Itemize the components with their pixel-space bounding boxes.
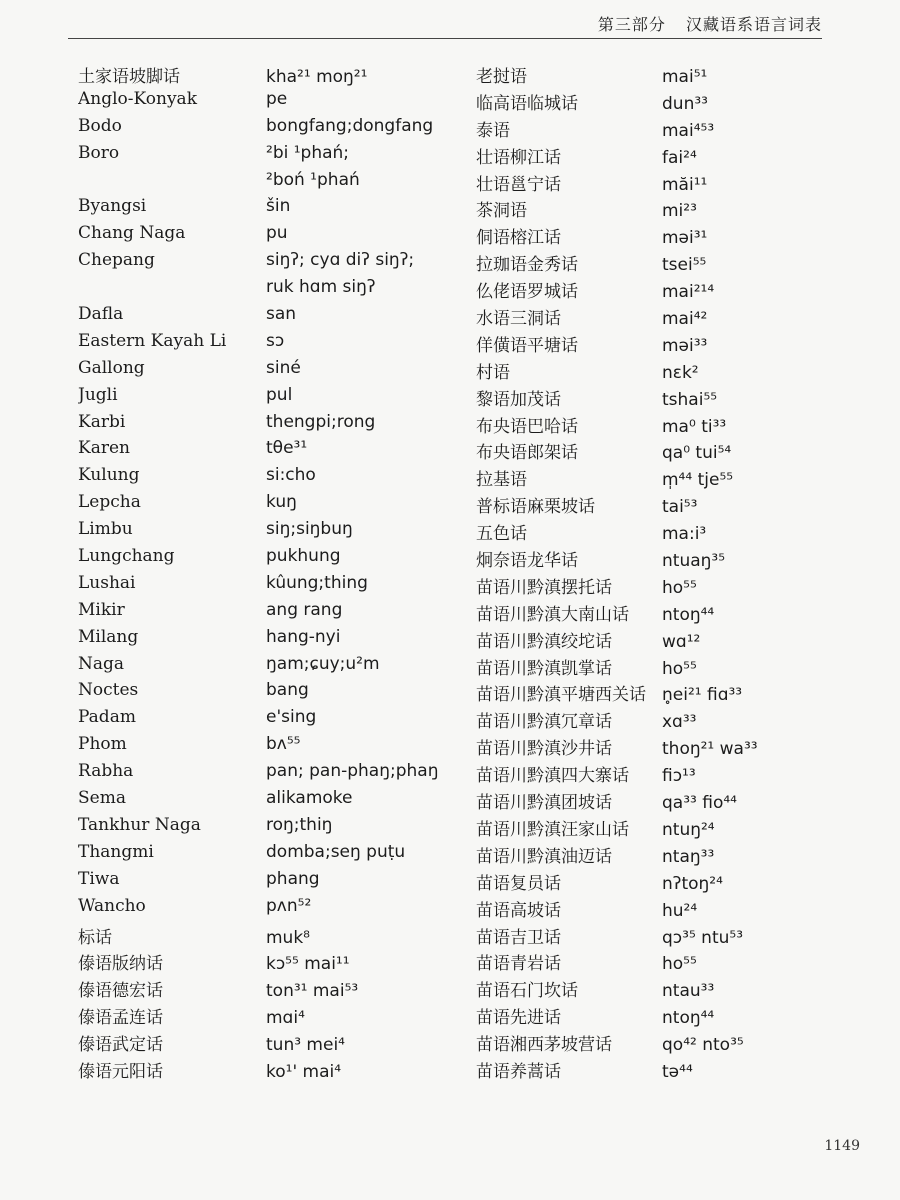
word-form: mai²¹⁴ <box>662 282 715 303</box>
word-form: ruk hɑm siŋʔ <box>266 277 376 298</box>
language-name: 佯僙语平塘话 <box>476 335 578 356</box>
word-form: san <box>266 304 297 325</box>
word-form: hu²⁴ <box>662 900 698 921</box>
entry-row <box>476 815 876 842</box>
entry-row <box>78 896 478 923</box>
page-number: 1149 <box>824 1138 860 1154</box>
language-name: 苗语吉卫话 <box>476 927 561 948</box>
word-form: mai⁴² <box>662 309 708 330</box>
language-name: 壮语柳江话 <box>476 147 561 168</box>
entry-row <box>476 788 876 815</box>
entry-row <box>78 438 478 465</box>
language-name: 仫佬语罗城话 <box>476 282 578 303</box>
word-form: tθe³¹ <box>266 438 308 459</box>
language-name: 泰语 <box>476 120 510 141</box>
word-form: siné <box>266 357 301 378</box>
entry-row <box>476 438 876 465</box>
entry-row <box>476 519 876 546</box>
entry-row <box>78 815 478 842</box>
word-form: mai⁴⁵³ <box>662 120 715 141</box>
word-form: e'sing <box>266 707 317 728</box>
entry-row <box>476 707 876 734</box>
language-name: Chepang <box>78 250 155 271</box>
word-form: pul <box>266 384 293 405</box>
word-form: nɛk² <box>662 362 699 383</box>
word-form: ntoŋ⁴⁴ <box>662 1008 715 1029</box>
language-name: 苗语先进话 <box>476 1008 561 1029</box>
entry-row <box>78 331 478 358</box>
entry-row <box>476 196 876 223</box>
language-name: 茶洞语 <box>476 201 527 222</box>
header-title: 汉藏语系语言词表 <box>685 15 822 34</box>
entry-row <box>476 761 876 788</box>
word-form: ŋam;ɕuy;u²m <box>266 653 380 674</box>
header-part: 第三部分 <box>597 15 666 34</box>
language-name: 苗语川黔滇团坡话 <box>476 793 612 814</box>
entry-row <box>78 923 478 950</box>
entry-row <box>476 573 876 600</box>
word-form: ²bi ¹phań; <box>266 142 350 163</box>
entry-row <box>78 600 478 627</box>
language-name: 布央语郎架话 <box>476 443 578 464</box>
entry-row <box>476 143 876 170</box>
language-name: 炯奈语龙华话 <box>476 551 578 572</box>
entry-row <box>78 949 478 976</box>
language-name: 苗语川黔滇汪家山话 <box>476 819 629 840</box>
language-name: Karen <box>78 438 130 459</box>
entry-row <box>78 492 478 519</box>
entry-row <box>476 358 876 385</box>
entry-row <box>78 62 478 89</box>
entry-row <box>78 761 478 788</box>
word-form: nʔtoŋ²⁴ <box>662 873 723 894</box>
right-column <box>476 62 876 1084</box>
entry-row <box>78 143 478 170</box>
language-name: 苗语川黔滇油迈话 <box>476 846 612 867</box>
word-form: roŋ;thiŋ <box>266 814 333 835</box>
entry-row <box>476 385 876 412</box>
language-name: 苗语川黔滇四大寨话 <box>476 766 629 787</box>
entry-row <box>78 304 478 331</box>
language-name: 傣语版纳话 <box>78 954 163 975</box>
entry-row <box>476 170 876 197</box>
word-form: kɔ⁵⁵ mai¹¹ <box>266 954 350 975</box>
entry-row <box>78 734 478 761</box>
entry-row <box>476 869 876 896</box>
language-name: 布央语巴哈话 <box>476 416 578 437</box>
word-form: ntuŋ²⁴ <box>662 819 715 840</box>
language-name: 标话 <box>78 927 112 948</box>
language-name: 苗语青岩话 <box>476 954 561 975</box>
language-name: Kulung <box>78 465 140 486</box>
word-form: bʌ⁵⁵ <box>266 734 301 755</box>
language-name: Limbu <box>78 519 133 540</box>
entry-row <box>476 896 876 923</box>
language-name: 苗语高坡话 <box>476 900 561 921</box>
entry-row <box>476 734 876 761</box>
entry-row <box>476 1003 876 1030</box>
language-name: 傣语元阳话 <box>78 1061 163 1082</box>
language-name: Bodo <box>78 115 122 136</box>
entry-row <box>78 627 478 654</box>
entry-row <box>78 1057 478 1084</box>
entry-row <box>78 358 478 385</box>
language-name: 黎语加茂话 <box>476 389 561 410</box>
word-form: alikamoke <box>266 788 353 809</box>
word-form: tshai⁵⁵ <box>662 389 718 410</box>
language-name: 拉基语 <box>476 470 527 491</box>
entry-row <box>476 949 876 976</box>
language-name: 土家语坡脚话 <box>78 67 180 87</box>
language-name: 水语三洞话 <box>476 309 561 330</box>
entry-row <box>476 250 876 277</box>
entry-row <box>78 196 478 223</box>
word-form: məi³³ <box>662 335 708 356</box>
entry-row <box>78 412 478 439</box>
word-form: mɑi⁴ <box>266 1008 305 1029</box>
language-name: 村语 <box>476 362 510 383</box>
language-name: Byangsi <box>78 196 147 217</box>
entry-row <box>78 89 478 116</box>
word-form: ma⁰ ti³³ <box>662 416 727 437</box>
entry-row <box>78 519 478 546</box>
language-name: 五色话 <box>476 524 527 545</box>
entry-row <box>476 546 876 573</box>
word-form: fiɔ¹³ <box>662 766 696 787</box>
language-name: 苗语复员话 <box>476 873 561 894</box>
word-form: xɑ³³ <box>662 712 697 733</box>
language-name: 壮语邕宁话 <box>476 174 561 195</box>
entry-row <box>78 223 478 250</box>
entry-row <box>476 923 876 950</box>
language-name: Thangmi <box>78 841 154 862</box>
language-name: Padam <box>78 707 136 728</box>
word-form: n̥ei²¹ fiɑ³³ <box>662 685 743 706</box>
word-form: fai²⁴ <box>662 147 697 168</box>
language-name: Karbi <box>78 411 126 432</box>
language-name: Boro <box>78 142 120 163</box>
word-form: muk⁸ <box>266 927 310 948</box>
language-name: Eastern Kayah Li <box>78 330 227 351</box>
word-form: măi¹¹ <box>662 174 708 195</box>
language-name: Lungchang <box>78 546 175 567</box>
entry-row <box>476 331 876 358</box>
word-form: məi³¹ <box>662 228 708 249</box>
word-form: ntau³³ <box>662 981 715 1002</box>
word-form: qɔ³⁵ ntu⁵³ <box>662 927 744 948</box>
word-form: thoŋ²¹ wa³³ <box>662 739 758 760</box>
entry-row <box>476 680 876 707</box>
language-name: Anglo-Konyak <box>78 88 197 109</box>
word-form: siŋʔ; cyɑ diʔ siŋʔ; <box>266 250 415 271</box>
word-form: pan; pan-phaŋ;phaŋ <box>266 761 439 782</box>
entry-row <box>78 385 478 412</box>
entry-row <box>78 250 478 277</box>
entry-row <box>476 654 876 681</box>
language-name: Gallong <box>78 357 145 378</box>
word-form: m̩⁴⁴ tje⁵⁵ <box>662 470 734 491</box>
word-form: bongfang;dongfang <box>266 115 434 136</box>
word-form: sɔ <box>266 330 285 351</box>
language-name: 傣语武定话 <box>78 1035 163 1056</box>
word-form: siŋ;siŋbuŋ <box>266 519 353 540</box>
entry-row <box>78 465 478 492</box>
language-name: 苗语养蒿话 <box>476 1061 561 1082</box>
word-form: thengpi;rong <box>266 411 376 432</box>
language-name: Dafla <box>78 304 124 325</box>
language-name: 苗语川黔滇摆托话 <box>476 577 612 598</box>
entry-row <box>78 707 478 734</box>
language-name: Phom <box>78 734 127 755</box>
word-form: phang <box>266 868 320 889</box>
entry-row <box>78 116 478 143</box>
entry-row <box>476 1057 876 1084</box>
language-name: 老挝语 <box>476 67 527 87</box>
entry-row <box>78 869 478 896</box>
word-form: pukhung <box>266 546 341 567</box>
word-form: qo⁴² nto³⁵ <box>662 1035 744 1056</box>
entry-row <box>476 412 876 439</box>
language-name: 苗语湘西茅坡营话 <box>476 1035 612 1056</box>
word-form: dun³³ <box>662 93 708 114</box>
entry-row <box>476 842 876 869</box>
language-name: 苗语川黔滇冗章话 <box>476 712 612 733</box>
entry-row <box>476 62 876 89</box>
entry-row <box>476 89 876 116</box>
word-form: hang-nyi <box>266 626 341 647</box>
language-name: 苗语川黔滇凯掌话 <box>476 658 612 679</box>
word-form: tun³ mei⁴ <box>266 1035 345 1056</box>
word-form: ²boń ¹phań <box>266 169 360 190</box>
entry-row <box>476 465 876 492</box>
entry-row <box>78 654 478 681</box>
language-name: Chang Naga <box>78 223 186 244</box>
entry-row <box>78 546 478 573</box>
word-form: kuŋ <box>266 492 297 513</box>
entry-row <box>476 304 876 331</box>
word-form: ho⁵⁵ <box>662 577 697 598</box>
language-name: 苗语川黔滇大南山话 <box>476 604 629 625</box>
word-form: šin <box>266 196 291 217</box>
entry-row <box>476 1030 876 1057</box>
language-name: 傣语德宏话 <box>78 981 163 1002</box>
language-name: 普标语麻栗坡话 <box>476 497 595 518</box>
language-name: Wancho <box>78 895 146 916</box>
header-rule <box>68 38 822 39</box>
entry-row <box>78 573 478 600</box>
language-name: 苗语川黔滇沙井话 <box>476 739 612 760</box>
word-form: qa⁰ tui⁵⁴ <box>662 443 732 464</box>
word-form: mi²³ <box>662 201 697 222</box>
language-name: Tiwa <box>78 868 120 889</box>
entry-row <box>78 1030 478 1057</box>
word-form: tai⁵³ <box>662 497 698 518</box>
entry-row <box>78 680 478 707</box>
word-form: ntaŋ³³ <box>662 846 715 867</box>
entry-row <box>78 170 478 197</box>
entry-row <box>78 788 478 815</box>
running-header <box>598 12 822 35</box>
language-name: Tankhur Naga <box>78 814 201 835</box>
entry-row <box>476 600 876 627</box>
language-name: 侗语榕江话 <box>476 228 561 249</box>
language-name: Lepcha <box>78 492 141 513</box>
language-name: Naga <box>78 653 125 674</box>
word-form: ho⁵⁵ <box>662 954 697 975</box>
word-form: kha²¹ moŋ²¹ <box>266 67 368 87</box>
word-form: si:cho <box>266 465 316 486</box>
word-form: bang <box>266 680 309 701</box>
language-name: Milang <box>78 626 139 647</box>
language-name: 临高语临城话 <box>476 93 578 114</box>
language-name: Lushai <box>78 572 136 593</box>
word-form: kûung;thing <box>266 572 368 593</box>
entry-row <box>476 116 876 143</box>
language-name: 苗语石门坎话 <box>476 981 578 1002</box>
word-form: ho⁵⁵ <box>662 658 697 679</box>
word-form: ntuaŋ³⁵ <box>662 551 726 572</box>
entry-row <box>476 277 876 304</box>
entry-row <box>476 627 876 654</box>
language-name: 拉珈语金秀话 <box>476 255 578 276</box>
left-column <box>78 62 478 1084</box>
word-form: wɑ¹² <box>662 631 701 652</box>
entry-row <box>78 277 478 304</box>
word-form: ang rang <box>266 599 343 620</box>
language-name: 傣语孟连话 <box>78 1008 163 1029</box>
language-name: Sema <box>78 788 126 809</box>
word-form: pe <box>266 88 288 109</box>
word-form: domba;seŋ puṭu <box>266 841 406 862</box>
word-form: ton³¹ mai⁵³ <box>266 981 359 1002</box>
entry-row <box>78 842 478 869</box>
language-name: Noctes <box>78 680 139 701</box>
entry-row <box>78 1003 478 1030</box>
entry-row <box>476 223 876 250</box>
entry-row <box>476 492 876 519</box>
word-form: mai⁵¹ <box>662 67 708 87</box>
word-form: pu <box>266 223 288 244</box>
language-name: 苗语川黔滇绞坨话 <box>476 631 612 652</box>
language-name: Jugli <box>78 384 118 405</box>
language-name: 苗语川黔滇平塘西关话 <box>476 685 646 706</box>
word-form: pʌn⁵² <box>266 895 312 916</box>
language-name: Mikir <box>78 599 125 620</box>
word-form: ma:i³ <box>662 524 707 545</box>
word-form: tə⁴⁴ <box>662 1061 693 1082</box>
word-form: qa³³ fio⁴⁴ <box>662 793 737 814</box>
word-form: ntoŋ⁴⁴ <box>662 604 715 625</box>
word-form: ko¹' mai⁴ <box>266 1061 342 1082</box>
word-form: tsei⁵⁵ <box>662 255 707 276</box>
entry-row <box>78 976 478 1003</box>
entry-row <box>476 976 876 1003</box>
language-name: Rabha <box>78 761 134 782</box>
